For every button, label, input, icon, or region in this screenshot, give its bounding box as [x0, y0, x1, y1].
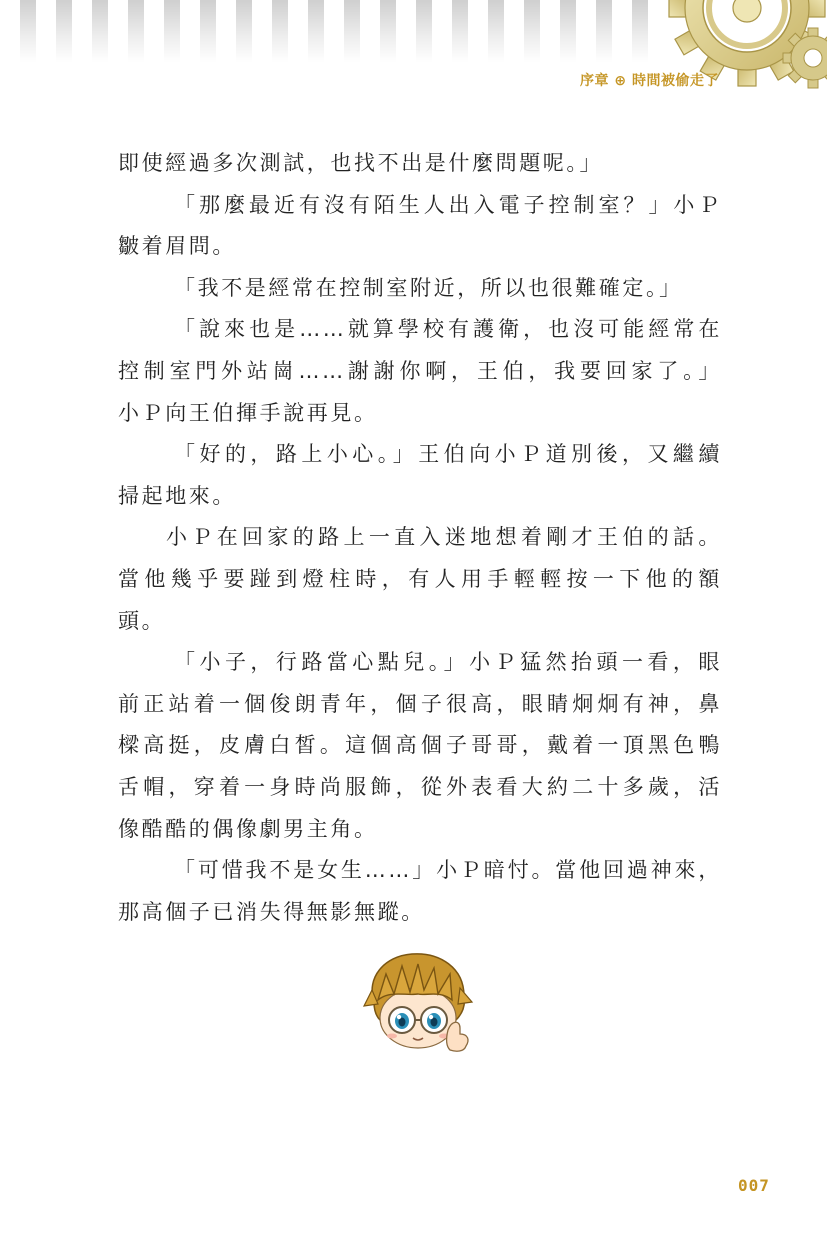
text-line: 「我不是經常在控制室附近，所以也很難確定。」: [174, 275, 683, 300]
text-line: 控制室門外站崗……謝謝你啊，王伯，我要回家了。」: [118, 358, 722, 383]
text-line: 「小子，行路當心點兒。」小Ｐ猛然抬頭一看，眼: [174, 650, 722, 675]
text-line: 那高個子已消失得無影無蹤。: [118, 899, 425, 924]
text-line: 頭。: [118, 608, 166, 633]
text-line: 「可惜我不是女生……」小Ｐ暗忖。當他回過神來，: [174, 858, 722, 883]
mascot-boy-illustration: [360, 950, 475, 1055]
story-text: [118, 143, 722, 933]
text-line: 「好的，路上小心。」王伯向小Ｐ道別後，又繼續: [174, 442, 722, 467]
text-line: 舌帽，穿着一身時尚服飾，從外表看大約二十多歲，活: [118, 774, 722, 799]
text-line: 當他幾乎要踫到燈柱時，有人用手輕輕按一下他的額: [118, 566, 722, 591]
text-line: 「那麼最近有沒有陌生人出入電子控制室？」小Ｐ: [174, 192, 722, 217]
text-line: 樑高挺，皮膚白皙。這個高個子哥哥，戴着一頂黑色鴨: [118, 733, 722, 758]
chapter-title: 序章 ⊕ 時間被偷走了: [580, 73, 719, 89]
text-line: 即使經過多次測試，也找不出是什麼問題呢。」: [118, 151, 604, 175]
header-stripe-decoration: [0, 0, 660, 62]
page-number: 007: [738, 1176, 770, 1195]
text-line: 前正站着一個俊朗青年，個子很高，眼睛炯炯有神，鼻: [118, 691, 722, 716]
text-line: 皺着眉問。: [118, 234, 236, 259]
text-line: 「說來也是……就算學校有護衛，也沒可能經常在: [174, 317, 722, 342]
text-line: 小Ｐ在回家的路上一直入迷地想着剛才王伯的話。: [166, 525, 722, 550]
text-line: 像酷酷的偶像劇男主角。: [118, 816, 378, 841]
text-line: 小Ｐ向王伯揮手說再見。: [118, 400, 378, 425]
text-line: 掃起地來。: [118, 483, 236, 508]
